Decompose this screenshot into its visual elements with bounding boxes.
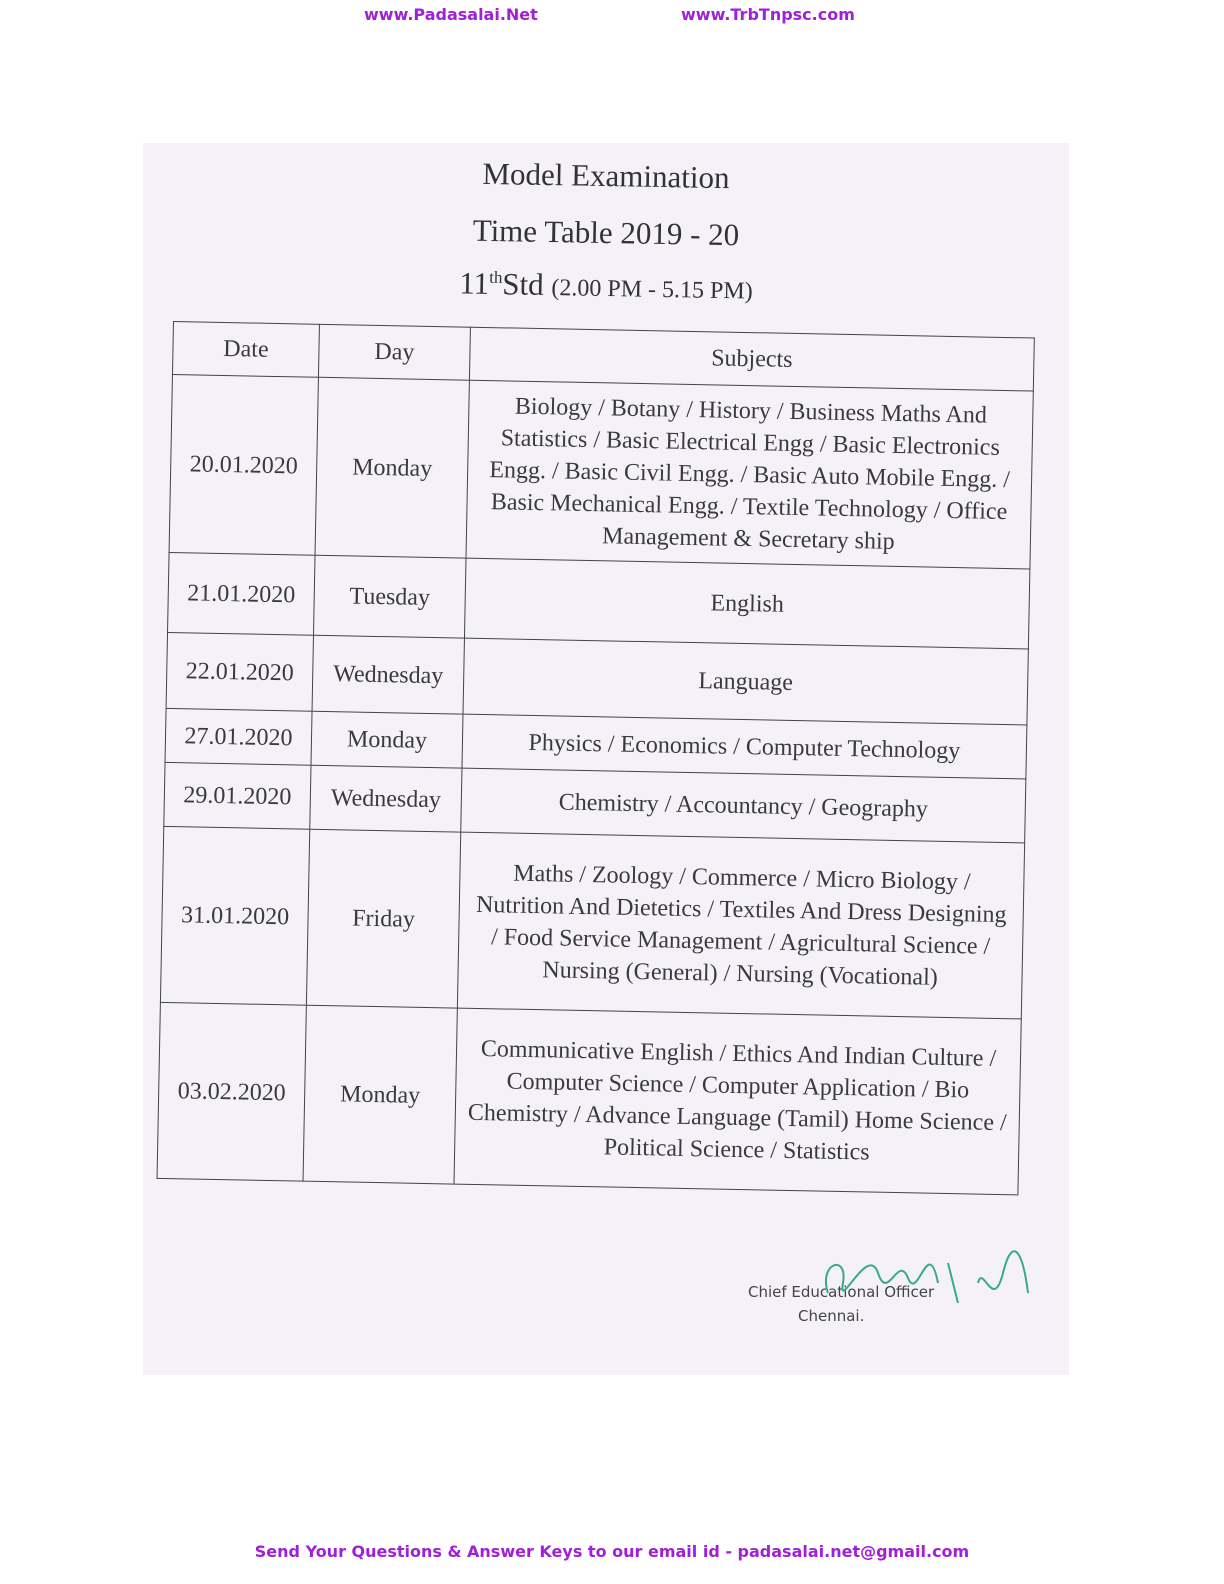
trbtnpsc-link[interactable]: www.TrbTnpsc.com (681, 5, 855, 24)
doc-subtitle: Time Table 2019 - 20 (472, 212, 740, 253)
cell-subjects: Language (463, 638, 1028, 725)
padasalai-link[interactable]: www.Padasalai.Net (364, 5, 538, 24)
doc-std (143, 260, 1069, 312)
cell-date: 03.02.2020 (157, 1002, 306, 1181)
cell-subjects: English (464, 558, 1029, 649)
doc-title: Model Examination (482, 155, 730, 196)
cell-date: 27.01.2020 (165, 708, 312, 765)
cell-day: Monday (303, 1005, 457, 1184)
exam-time: (2.00 PM - 5.15 PM) (551, 275, 753, 305)
cell-day: Wednesday (310, 765, 462, 832)
signature-icon (808, 1223, 1058, 1323)
cell-date: 21.01.2020 (168, 552, 316, 635)
timetable (157, 321, 1035, 1195)
signature-block (748, 1283, 934, 1325)
std-number: 11 (458, 265, 490, 301)
cell-date: 29.01.2020 (164, 762, 311, 829)
cell-day: Monday (315, 377, 469, 558)
table-row (157, 1002, 1021, 1194)
col-date: Date (172, 322, 319, 378)
cell-subjects: Maths / Zoology / Commerce / Micro Biology / Nutrition And Dietetics / Textiles And Dress Designing / Food Service Management / Agricultural Science / Nursing (General) / Nursing (Vocational) (457, 832, 1024, 1019)
col-subjects: Subjects (469, 327, 1034, 391)
cell-subjects: Physics / Economics / Computer Technology (462, 714, 1027, 779)
signatory-place: Chennai. (798, 1307, 865, 1325)
footer-note: Send Your Questions & Answer Keys to our email id - padasalai.net@gmail.com (254, 1542, 970, 1561)
cell-subjects: Biology / Botany / History / Business Maths And Statistics / Basic Electrical Engg / Basic Electronics Engg. / Basic Civil Engg. / Basic Auto Mobile Engg. / Basic Mechanical Engg. / Textile Technology / Office Management & Secretary ship (466, 380, 1033, 569)
cell-date: 31.01.2020 (160, 826, 309, 1005)
col-day: Day (318, 324, 470, 380)
cell-subjects: Communicative English / Ethics And Indian Culture / Computer Science / Computer Application / Bio Chemistry / Advance Language (Tamil) Home Science / Political Science / Statistics (454, 1008, 1021, 1195)
cell-date: 20.01.2020 (169, 374, 318, 555)
std-sup: th (489, 267, 503, 287)
table-row (160, 826, 1024, 1018)
signatory-title: Chief Educational Officer (748, 1283, 935, 1301)
cell-day: Wednesday (312, 635, 464, 714)
cell-day: Monday (311, 711, 463, 768)
cell-subjects: Chemistry / Accountancy / Geography (461, 768, 1026, 843)
table-row (169, 374, 1033, 568)
std-label: Std (502, 266, 544, 302)
cell-day: Friday (306, 829, 460, 1008)
cell-day: Tuesday (313, 555, 466, 638)
scanned-document (143, 143, 1069, 1375)
cell-date: 22.01.2020 (166, 632, 313, 711)
